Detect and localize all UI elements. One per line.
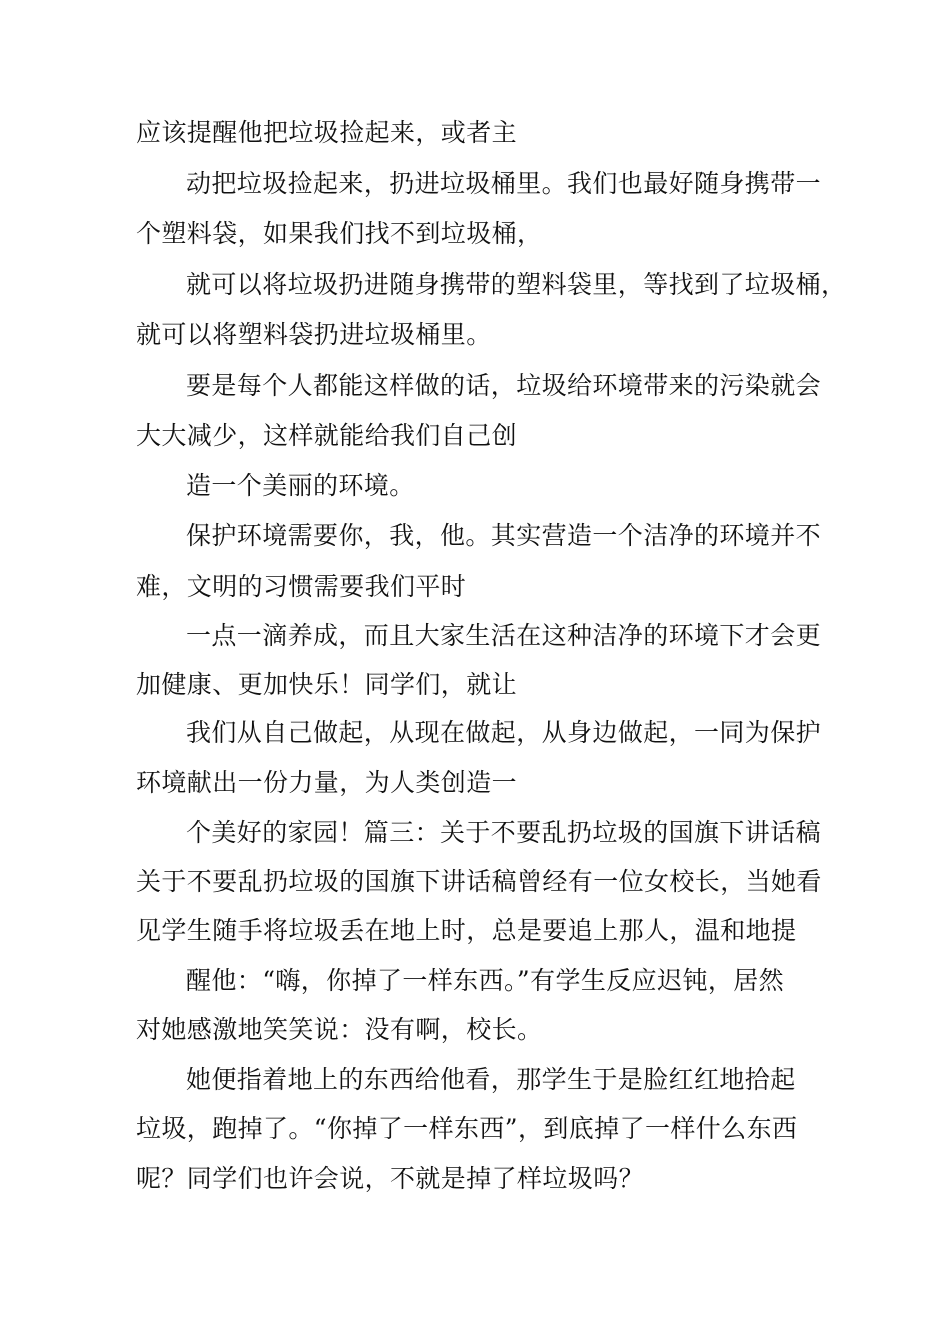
- text-line-2: 动把垃圾捡起来，扔进垃圾桶里。我们也最好随身携带一: [186, 169, 822, 198]
- text-line-15: 个美好的家园！篇三：关于不要乱扔垃圾的国旗下讲话稿: [186, 818, 822, 847]
- text-line-21: 垃圾，跑掉了。“你掉了一样东西”，到底掉了一样什么东西: [136, 1114, 798, 1143]
- text-line-22: 呢？同学们也许会说，不就是掉了样垃圾吗？: [136, 1164, 645, 1193]
- text-line-12: 加健康、更加快乐！同学们，就让: [136, 670, 518, 699]
- text-line-14: 环境献出一份力量，为人类创造一: [136, 768, 518, 797]
- text-line-7: 大大减少，这样就能给我们自己创: [136, 421, 518, 450]
- text-line-9: 保护环境需要你，我，他。其实营造一个洁净的环境并不: [186, 521, 822, 550]
- text-line-4: 就可以将垃圾扔进随身携带的塑料袋里，等找到了垃圾桶，: [186, 270, 847, 299]
- text-line-19: 对她感激地笑笑说：没有啊，校长。: [136, 1015, 543, 1044]
- text-line-11: 一点一滴养成，而且大家生活在这种洁净的环境下才会更: [186, 621, 822, 650]
- text-line-1: 应该提醒他把垃圾捡起来，或者主: [136, 118, 518, 147]
- text-line-8: 造一个美丽的环境。: [186, 471, 415, 500]
- text-line-17: 见学生随手将垃圾丢在地上时，总是要追上那人，温和地提: [136, 916, 797, 945]
- text-line-13: 我们从自己做起，从现在做起，从身边做起，一同为保护: [186, 718, 822, 747]
- text-line-20: 她便指着地上的东西给他看，那学生于是脸红红地拾起: [186, 1065, 796, 1094]
- text-line-10: 难，文明的习惯需要我们平时: [136, 572, 467, 601]
- text-line-5: 就可以将塑料袋扔进垃圾桶里。: [136, 320, 492, 349]
- text-line-6: 要是每个人都能这样做的话，垃圾给环境带来的污染就会: [186, 371, 822, 400]
- text-line-3: 个塑料袋，如果我们找不到垃圾桶，: [136, 219, 543, 248]
- text-line-18: 醒他：“嗨，你掉了一样东西。”有学生反应迟钝，居然: [186, 966, 785, 995]
- text-line-16: 关于不要乱扔垃圾的国旗下讲话稿曾经有一位女校长，当她看: [136, 867, 822, 896]
